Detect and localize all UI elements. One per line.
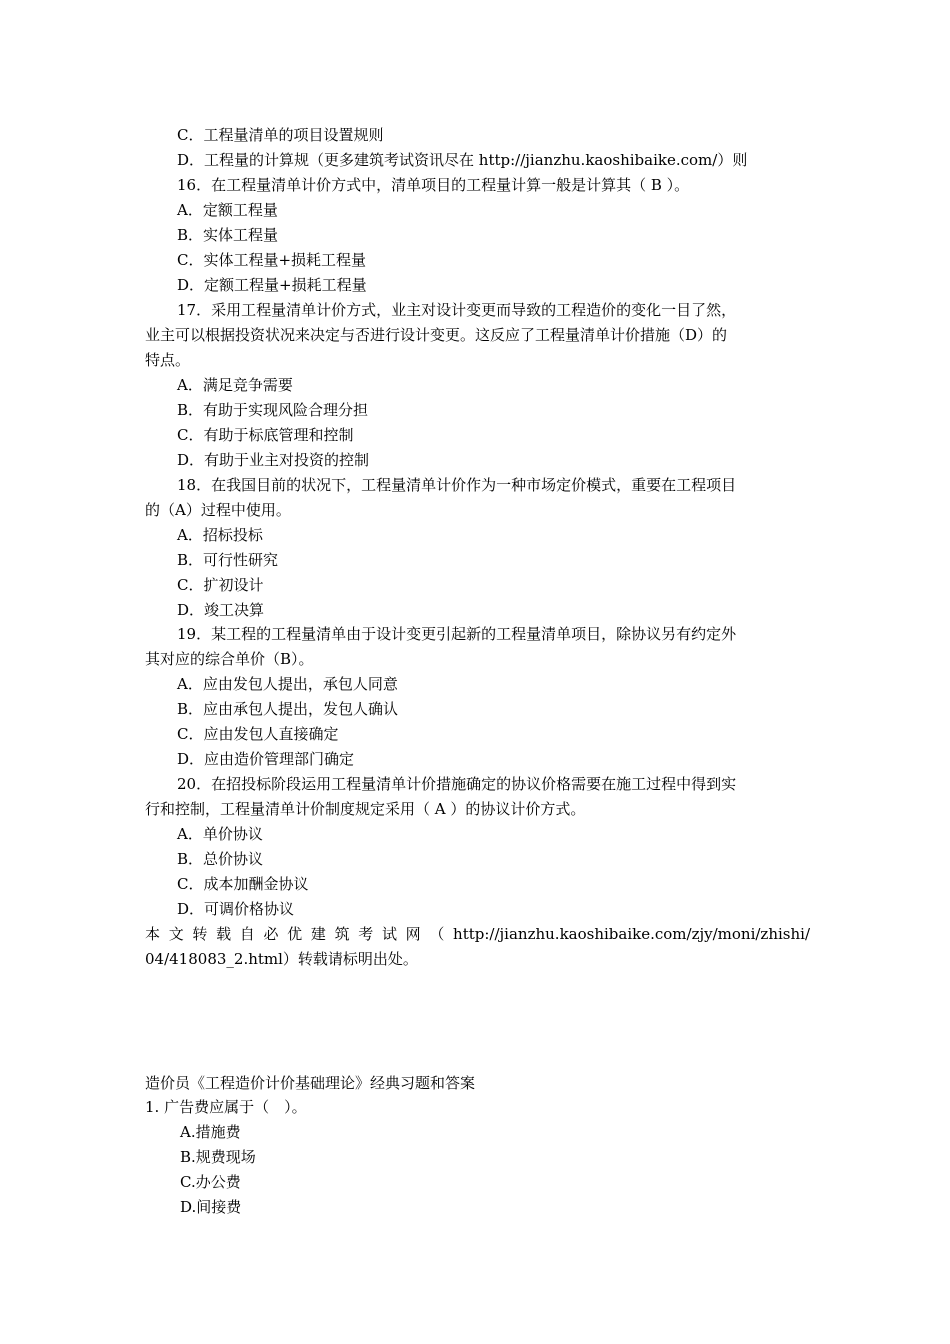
option-d: D.间接费 xyxy=(180,1198,242,1216)
question-1: 1. 广告费应属于（ ）。 xyxy=(145,1098,307,1116)
text-line: C．工程量清单的项目设置规则 xyxy=(177,126,384,144)
option-d: D．有助于业主对投资的控制 xyxy=(177,451,370,469)
question-20: 20．在招投标阶段运用工程量清单计价措施确定的协议价格需要在施工过程中得到实 xyxy=(177,775,737,793)
source-note-cont: 04/418083_2.html）转载请标明出处。 xyxy=(145,950,418,968)
question-18-cont: 的（A）过程中使用。 xyxy=(145,501,291,519)
option-a: A．定额工程量 xyxy=(177,201,278,219)
option-d: D．应由造价管理部门确定 xyxy=(177,750,355,768)
option-d: D．可调价格协议 xyxy=(177,900,295,918)
option-c: C．成本加酬金协议 xyxy=(177,875,309,893)
option-c: C．实体工程量+损耗工程量 xyxy=(177,251,367,269)
option-a: A．单价协议 xyxy=(177,825,263,843)
option-b: B．总价协议 xyxy=(177,850,264,868)
option-d: D．竣工决算 xyxy=(177,601,265,619)
option-b: B.规费现场 xyxy=(180,1148,256,1166)
question-17-cont: 特点。 xyxy=(145,351,191,369)
question-17-cont: 业主可以根据投资状况来决定与否进行设计变更。这反应了工程量清单计价措施（D）的 xyxy=(145,326,728,344)
question-18: 18．在我国目前的状况下，工程量清单计价作为一种市场定价模式，重要在工程项目 xyxy=(177,476,737,494)
question-20-cont: 行和控制，工程量清单计价制度规定采用（ A ）的协议计价方式。 xyxy=(145,800,586,818)
option-d: D．定额工程量+损耗工程量 xyxy=(177,276,367,294)
question-16: 16．在工程量清单计价方式中，清单项目的工程量计算一般是计算其（ B ）。 xyxy=(177,176,690,194)
option-a: A.措施费 xyxy=(180,1123,241,1141)
section-title: 造价员《工程造价计价基础理论》经典习题和答案 xyxy=(145,1074,476,1092)
option-a: A．满足竞争需要 xyxy=(177,376,293,394)
source-note: 本文转载自必优建筑考试网（http://jianzhu.kaoshibaike.com/zjy/moni/zhishi/ xyxy=(145,925,810,943)
option-c: C．应由发包人直接确定 xyxy=(177,725,339,743)
option-a: A．应由发包人提出，承包人同意 xyxy=(177,675,398,693)
option-c: C．扩初设计 xyxy=(177,576,264,594)
question-17: 17．采用工程量清单计价方式，业主对设计变更而导致的工程造价的变化一目了然， xyxy=(177,301,737,319)
option-c: C．有助于标底管理和控制 xyxy=(177,426,354,444)
question-19: 19．某工程的工程量清单由于设计变更引起新的工程量清单项目，除协议另有约定外 xyxy=(177,625,737,643)
option-a: A．招标投标 xyxy=(177,526,263,544)
option-b: B．可行性研究 xyxy=(177,551,279,569)
option-b: B．实体工程量 xyxy=(177,226,279,244)
text-line: D．工程量的计算规（更多建筑考试资讯尽在 http://jianzhu.kaoshibaike.com/）则 xyxy=(177,151,748,169)
option-b: B．有助于实现风险合理分担 xyxy=(177,401,369,419)
option-b: B．应由承包人提出，发包人确认 xyxy=(177,700,399,718)
question-19-cont: 其对应的综合单价（B）。 xyxy=(145,650,314,668)
option-c: C.办公费 xyxy=(180,1173,241,1191)
